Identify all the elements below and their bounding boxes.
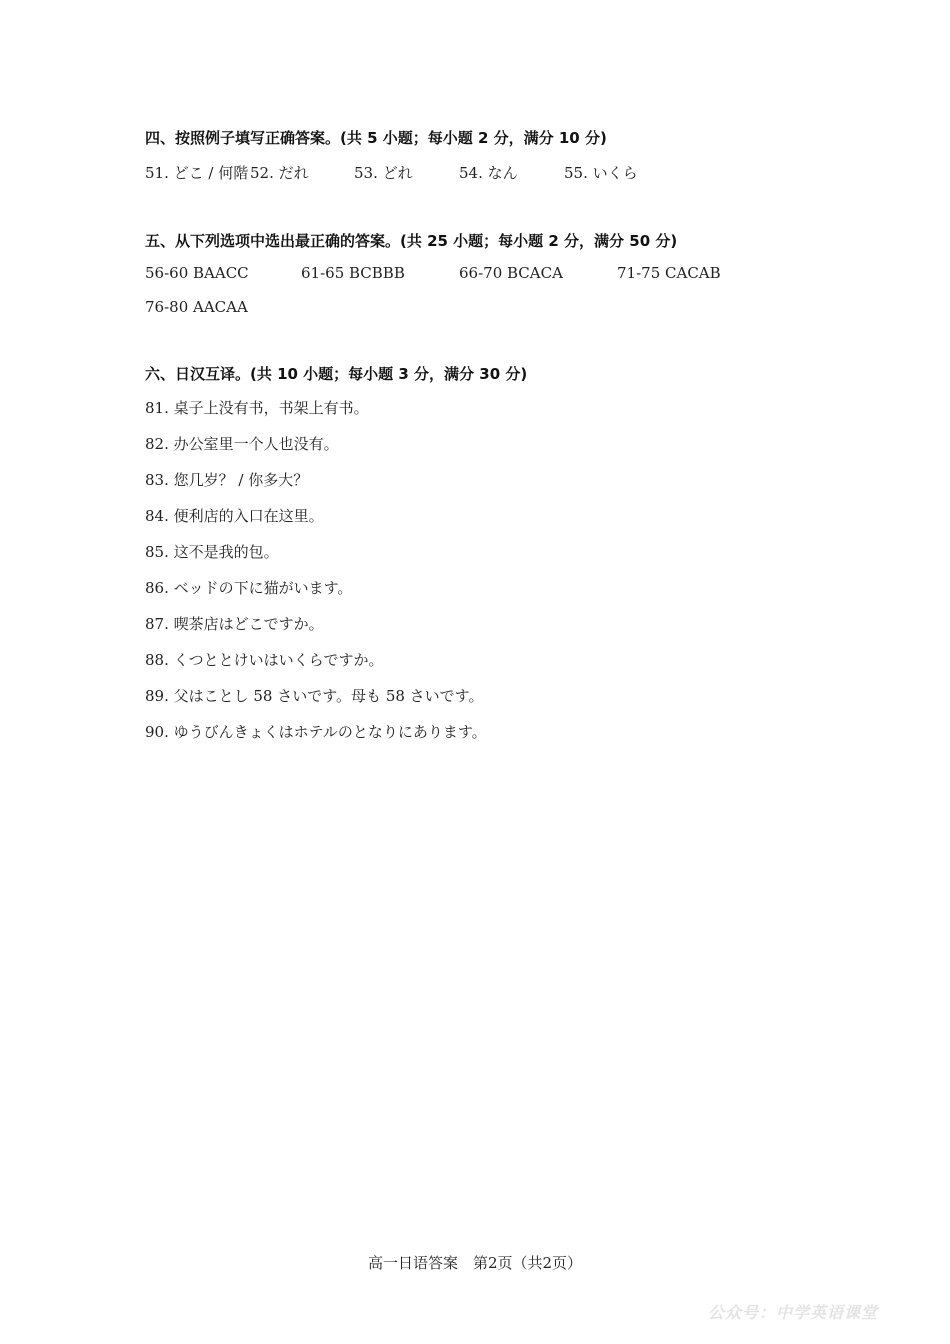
answer-89: 89. 父はことし 58 さいです。母も 58 さいです。 — [145, 687, 484, 705]
answer-group-71-75: 71-75 CACAB — [617, 264, 721, 282]
answer-53: 53. どれ — [354, 164, 413, 182]
answer-group-56-60: 56-60 BAACC — [145, 264, 249, 282]
answer-52: 52. だれ — [250, 164, 309, 182]
answer-82: 82. 办公室里一个人也没有。 — [145, 435, 339, 453]
section-5-heading: 五、从下列选项中选出最正确的答案。(共 25 小题；每小题 2 分，满分 50 分) — [145, 232, 678, 250]
section-4-heading: 四、按照例子填写正确答案。(共 5 小题；每小题 2 分，满分 10 分) — [145, 129, 607, 147]
section-6-heading: 六、日汉互译。(共 10 小题；每小题 3 分，满分 30 分) — [145, 365, 528, 383]
answer-group-76-80: 76-80 AACAA — [145, 298, 248, 316]
answer-group-61-65: 61-65 BCBBB — [301, 264, 405, 282]
answer-88: 88. くつととけいはいくらですか。 — [145, 651, 384, 669]
answer-83: 83. 您几岁？ / 你多大？ — [145, 471, 309, 489]
answer-group-66-70: 66-70 BCACA — [459, 264, 563, 282]
answer-86: 86. ベッドの下に猫がいます。 — [145, 579, 353, 597]
answer-81: 81. 桌子上没有书，书架上有书。 — [145, 399, 369, 417]
answer-87: 87. 喫茶店はどこですか。 — [145, 615, 324, 633]
answer-84: 84. 便利店的入口在这里。 — [145, 507, 324, 525]
answer-54: 54. なん — [459, 164, 518, 182]
answer-90: 90. ゆうびんきょくはホテルのとなりにあります。 — [145, 723, 487, 741]
watermark: 公众号：中学英语课堂 — [708, 1303, 879, 1322]
page-footer: 高一日语答案 第2页（共2页） — [367, 1254, 583, 1272]
answer-55: 55. いくら — [564, 164, 638, 182]
answer-85: 85. 这不是我的包。 — [145, 543, 279, 561]
answer-51: 51. どこ / 何階 — [145, 164, 249, 182]
